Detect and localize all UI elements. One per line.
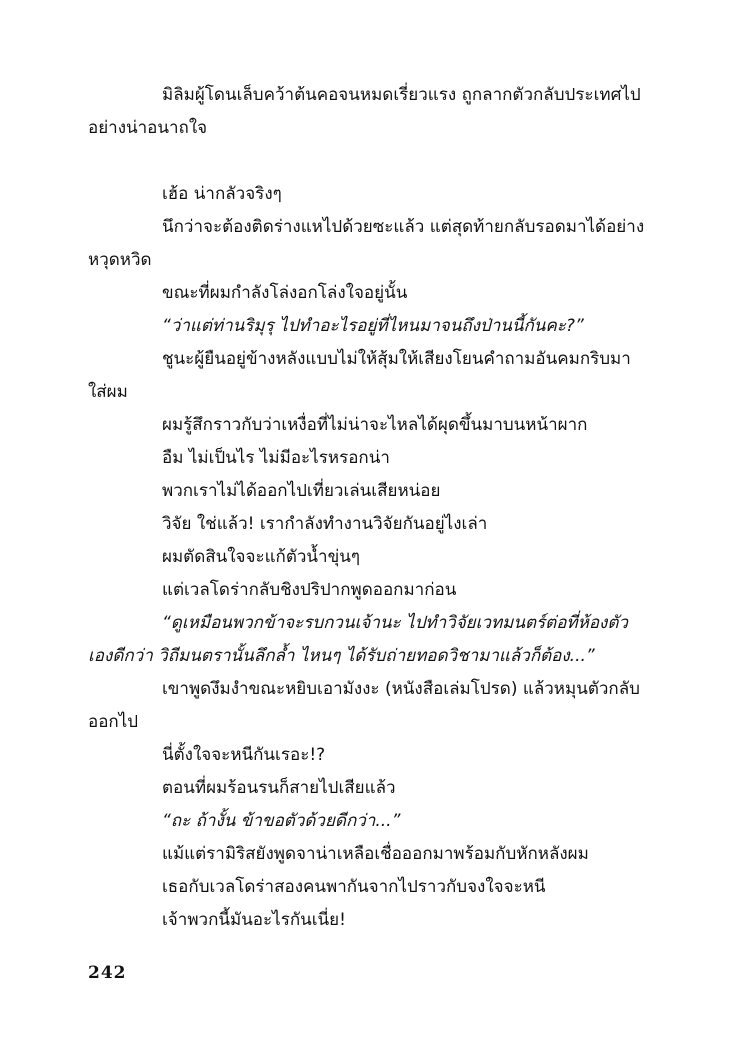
page-number: 242 xyxy=(88,963,127,983)
dialogue-paragraph: “ดูเหมือนพวกข้าจะรบกวนเจ้านะ ไปทำวิจัยเวทมนตร์ต่อที่ห้องตัวเองดีกว่า วิถีมนตรานั้นลึกล้ำ ไหนๆ ได้รับถ่ายทอดวิชามาแล้วก็ต้อง...” xyxy=(88,613,628,666)
body-text xyxy=(88,79,648,937)
paragraph: แต่เวลโดร่ากลับชิงปริปากพูดออกมาก่อน xyxy=(162,580,457,600)
paragraph: เธอกับเวลโดร่าสองคนพากันจากไปราวกับจงใจจะหนี xyxy=(162,877,546,897)
paragraph: เฮ้อ น่ากลัวจริงๆ xyxy=(162,184,282,204)
paragraph: ตอนที่ผมร้อนรนก็สายไปเสียแล้ว xyxy=(162,778,396,798)
dialogue-paragraph: “ว่าแต่ท่านริมุรุ ไปทำอะไรอยู่ที่ไหนมาจนถึงป่านนี้กันคะ?” xyxy=(162,316,584,336)
paragraph-gap xyxy=(88,145,648,178)
paragraph: ผมตัดสินใจจะแก้ตัวน้ำขุ่นๆ xyxy=(162,547,360,567)
paragraph: ผมรู้สึกราวกับว่าเหงื่อที่ไม่น่าจะไหลได้ผุดขึ้นมาบนหน้าผาก xyxy=(162,415,588,435)
paragraph: วิจัย ใช่แล้ว! เรากำลังทำงานวิจัยกันอยู่ไงเล่า xyxy=(162,514,488,534)
paragraph: นี่ตั้งใจจะหนีกันเรอะ!? xyxy=(162,745,326,765)
paragraph: พวกเราไม่ได้ออกไปเที่ยวเล่นเสียหน่อย xyxy=(162,481,441,501)
paragraph: อืม ไม่เป็นไร ไม่มีอะไรหรอกน่า xyxy=(162,448,390,468)
paragraph: นึกว่าจะต้องติดร่างแหไปด้วยซะแล้ว แต่สุดท้ายกลับรอดมาได้อย่างหวุดหวิด xyxy=(88,217,645,270)
paragraph: ชูนะผู้ยืนอยู่ข้างหลังแบบไม่ให้สุ้มให้เสียงโยนคำถามอันคมกริบมาใส่ผม xyxy=(88,349,631,402)
dialogue-paragraph: “ถะ ถ้างั้น ข้าขอตัวด้วยดีกว่า...” xyxy=(162,811,401,831)
paragraph: เขาพูดงึมงำขณะหยิบเอามังงะ (หนังสือเล่มโปรด) แล้วหมุนตัวกลับออกไป xyxy=(88,679,640,732)
paragraph: มิลิมผู้โดนเล็บคว้าต้นคอจนหมดเรี่ยวแรง ถูกลากตัวกลับประเทศไปอย่างน่าอนาถใจ xyxy=(88,85,641,138)
paragraph: ขณะที่ผมกำลังโล่งอกโล่งใจอยู่นั้น xyxy=(162,283,408,303)
paragraph: เจ้าพวกนี้มันอะไรกันเนี่ย! xyxy=(162,910,346,930)
paragraph: แม้แต่รามิริสยังพูดจาน่าเหลือเชื่อออกมาพร้อมกับหักหลังผม xyxy=(162,844,589,864)
